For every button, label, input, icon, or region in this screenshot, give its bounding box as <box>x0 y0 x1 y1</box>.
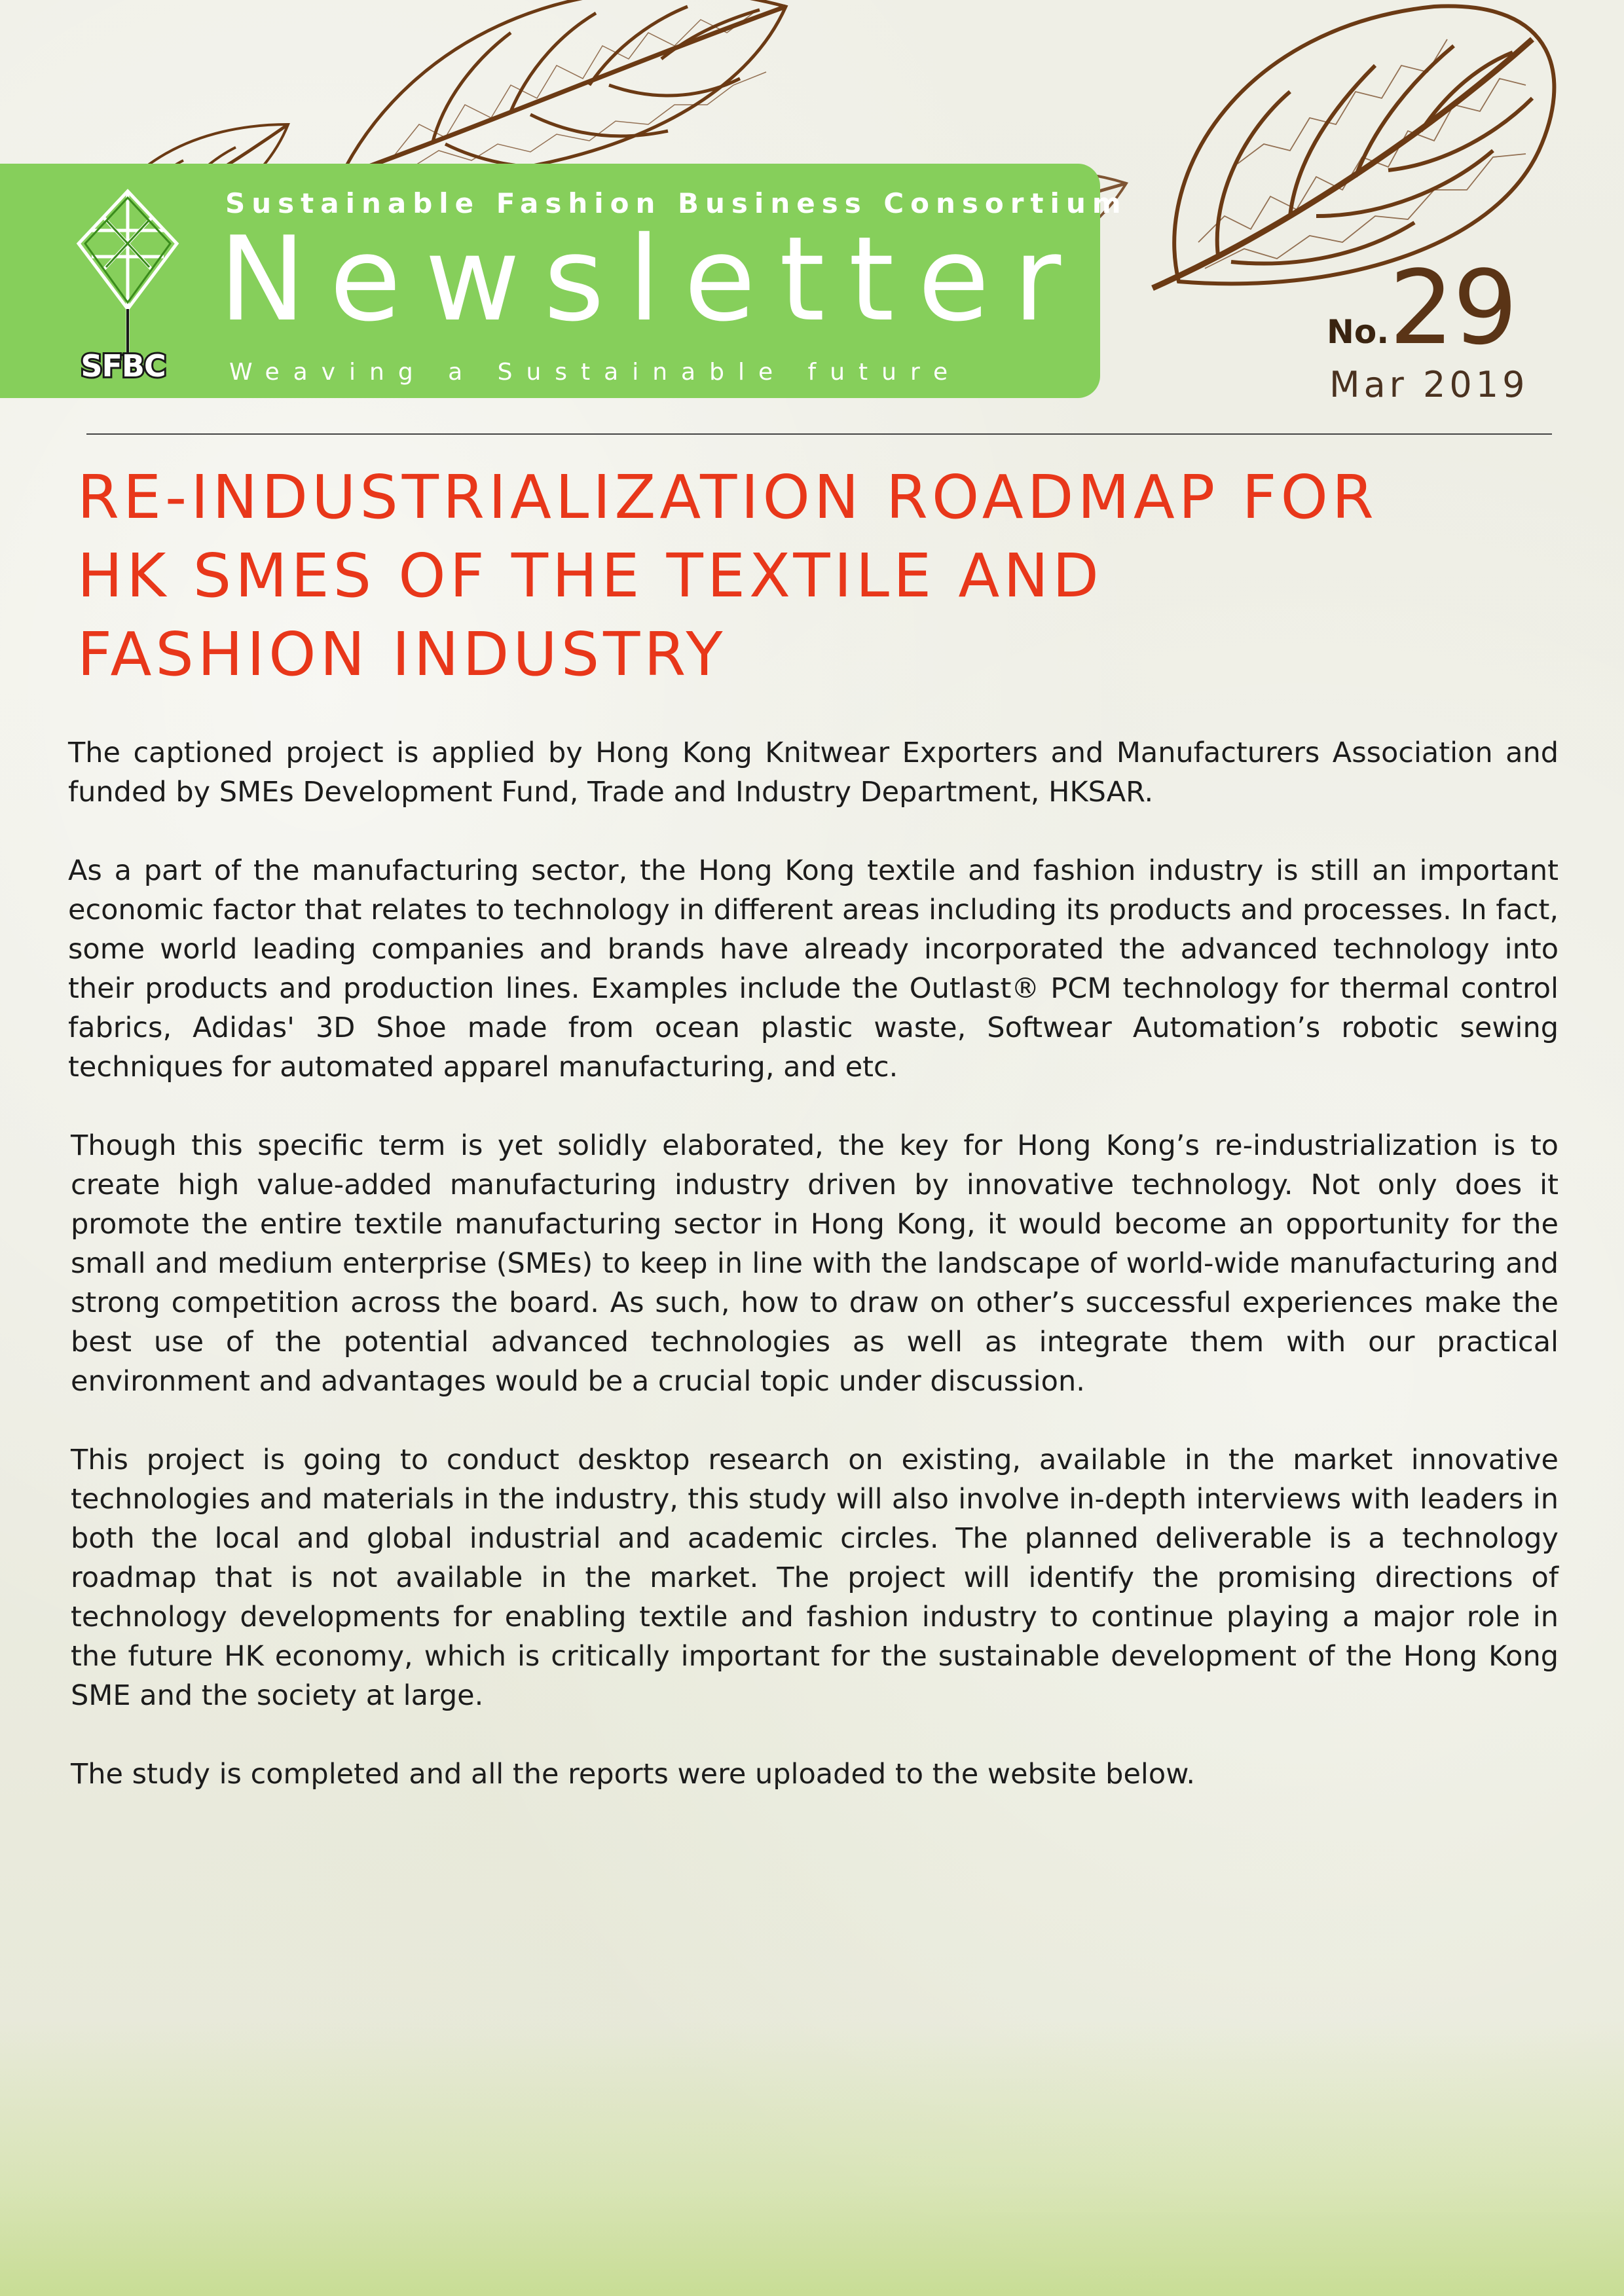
tagline: Weaving a Sustainable future <box>229 359 962 386</box>
logo-text: SFBC <box>81 348 166 384</box>
headline-line: HK SMES OF THE TEXTILE AND <box>77 541 1103 611</box>
article-paragraph: The study is completed and all the reports were uploaded to the website below. <box>71 1758 1196 1791</box>
headline-line: FASHION INDUSTRY <box>77 619 727 689</box>
issue-number: 29 <box>1389 248 1517 367</box>
article-paragraph: Though this specific term is yet solidly elaborated, the key for Hong Kong’s re-industrialization is to create high value-added manufacturing industry driven by innovative technology. Not only does it promote the entire textile manufacturing sector in Hong Kong, it would become an opportunity for the small and medium enterprise (SMEs) to keep in line with the landscape of world-wide manufacturing and strong competition across the board. As such, how to draw on other’s successful experiences make the best use of the potential advanced technologies as well as integrate them with our practical environment and advantages would be a crucial topic under discussion. <box>71 1129 1559 1398</box>
article-paragraph: This project is going to conduct desktop research on existing, available in the market innovative technologies and materials in the industry, this study will also involve in-depth interviews with leaders in both the local and global industrial and academic circles. The planned deliverable is a technology roadmap that is not available in the market. The project will identify the promising directions of technology developments for enabling textile and fashion industry to continue playing a major role in the future HK economy, which is critically important for the sustainable development of the Hong Kong SME and the society at large. <box>71 1444 1559 1712</box>
newsletter-title: Newsletter <box>219 211 1085 347</box>
organization-name: Sustainable Fashion Business Consortium <box>225 187 1128 219</box>
article-headline <box>77 458 1544 694</box>
issue-number-block <box>1327 248 1517 367</box>
article-paragraph: As a part of the manufacturing sector, the Hong Kong textile and fashion industry is still an important economic factor that relates to technology in different areas including its products and processes. In fact, some world leading companies and brands have already incorporated the advanced technology into their products and production lines. Examples include the Outlast® PCM technology for thermal control fabrics, Adidas' 3D Shoe made from ocean plastic waste, Softwear Automation’s robotic sewing techniques for automated apparel manufacturing, and etc. <box>68 854 1559 1084</box>
article-body <box>68 733 1559 1833</box>
grass-background <box>0 2021 1624 2296</box>
issue-date: Mar 2019 <box>1329 364 1529 405</box>
headline-line: RE-INDUSTRIALIZATION ROADMAP FOR <box>77 462 1378 532</box>
article-paragraph: The captioned project is applied by Hong Kong Knitwear Exporters and Manufacturers Association and funded by SMEs Development Fund, Trade and Industry Department, HKSAR. <box>68 737 1559 809</box>
leaf-top-center-icon <box>314 0 812 190</box>
header-divider <box>86 433 1552 435</box>
issue-prefix: No. <box>1327 313 1390 351</box>
